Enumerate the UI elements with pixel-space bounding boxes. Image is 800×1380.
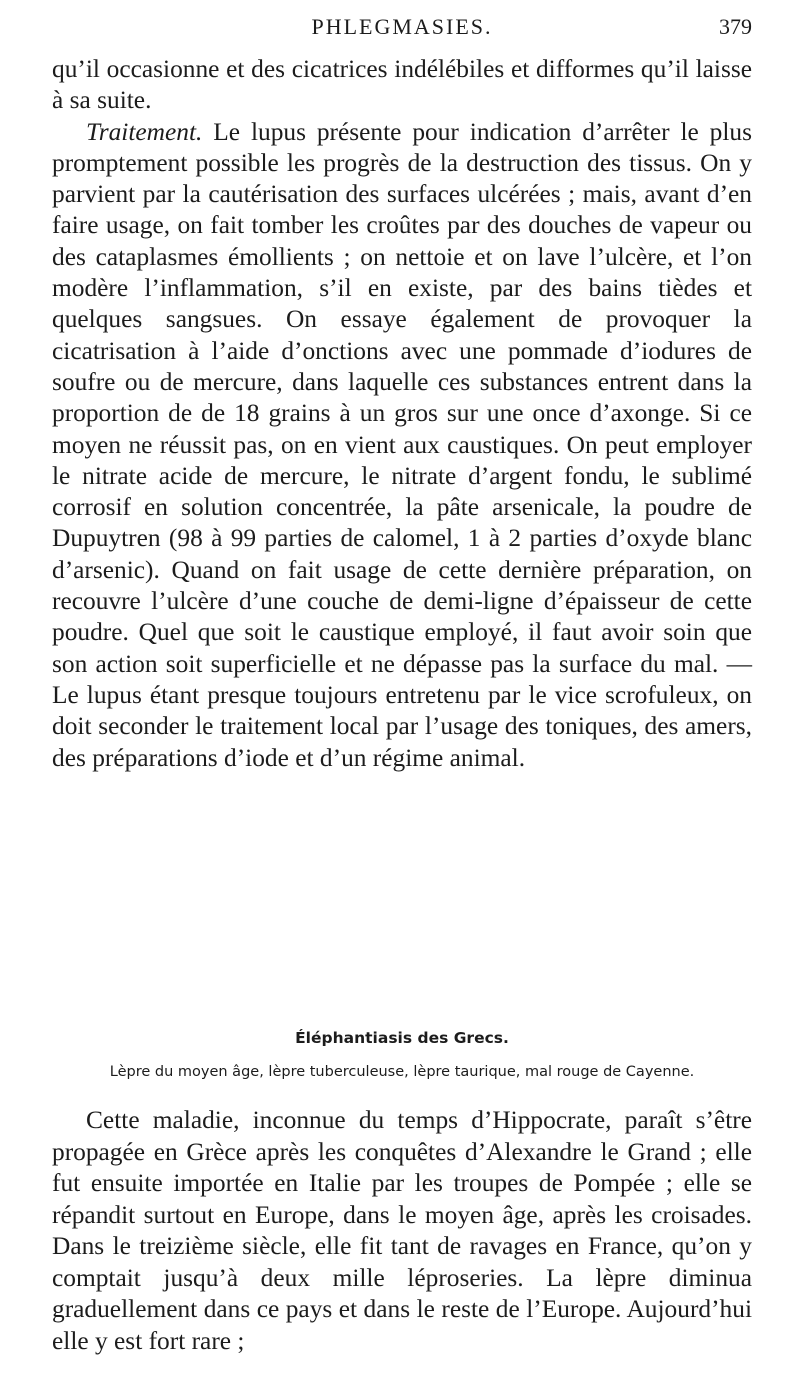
page-number: 379 <box>719 14 752 39</box>
section-subtitle: Lèpre du moyen âge, lèpre tuberculeuse, lèpre taurique, mal rouge de Cayenne. <box>109 1064 695 1080</box>
section-text <box>52 1105 752 1357</box>
running-head: PHLEGMASIES. <box>311 14 493 39</box>
treatment-label: Traitement. <box>86 117 203 146</box>
section-title: Éléphantiasis des Grecs. <box>295 1029 509 1047</box>
paragraph-continuation: qu’il occasionne et des cicatrices indélébiles et difformes qu’il laisse à sa suite. <box>52 55 752 115</box>
paragraph-elephantiasis: Cette maladie, inconnue du temps d’Hippocrate, paraît s’être propagée en Grèce après les conquêtes d’Alexandre le Grand ; elle fut ensuite importée en Italie par les troupes de Pompée ; elle se répandit surtout en Europe, dans le moyen âge, après les croisades. Dans le treizième siècle, elle fit tant de ravages en France, qu’on y comptait jusqu’à deux mille léproseries. La lèpre diminua graduellement dans ce pays et dans le reste de l’Europe. Aujourd’hui elle y est fort rare ; <box>52 1106 752 1355</box>
main-text <box>52 54 752 774</box>
treatment-text: Le lupus présente pour indication d’arrêter le plus promptement possible les progrès de la destruction des tissus. On y parvient par la cautérisation des surfaces ulcérées ; mais, avant d’en faire usage, on fait tomber les croûtes par des douches de vapeur ou des cataplasmes émollients ; on nettoie et on lave l’ulcère, et l’on modère l’inflammation, s’il en existe, par des bains tièdes et quelques sangsues. On essaye également de provoquer la cicatrisation à l’aide d’onctions avec une pommade d’iodures de soufre ou de mercure, dans laquelle ces substances entrent dans la proportion de de 18 grains à un gros sur une once d’axonge. Si ce moyen ne réussit pas, on en vient aux caustiques. On peut employer le nitrate acide de mercure, le nitrate d’argent fondu, le sublimé corrosif en solution concentrée, la pâte arsenicale, la poudre de Dupuytren (98 à 99 parties de calomel, 1 à 2 parties d’oxyde blanc d’arsenic). Quand on fait usage de cette dernière préparation, on recouvre l’ulcère d’une couche de demi-ligne d’épaisseur de cette poudre. Quel que soit le caustique employé, il faut avoir soin que son action soit superficielle et ne dépasse pas la surface du mal. — Le lupus étant presque toujours entretenu par le vice scrofuleux, on doit seconder le traitement local par l’usage des toniques, des amers, des préparations d’iode et d’un régime animal. <box>52 117 752 772</box>
page-header <box>52 14 752 54</box>
paragraph-treatment <box>52 117 752 774</box>
